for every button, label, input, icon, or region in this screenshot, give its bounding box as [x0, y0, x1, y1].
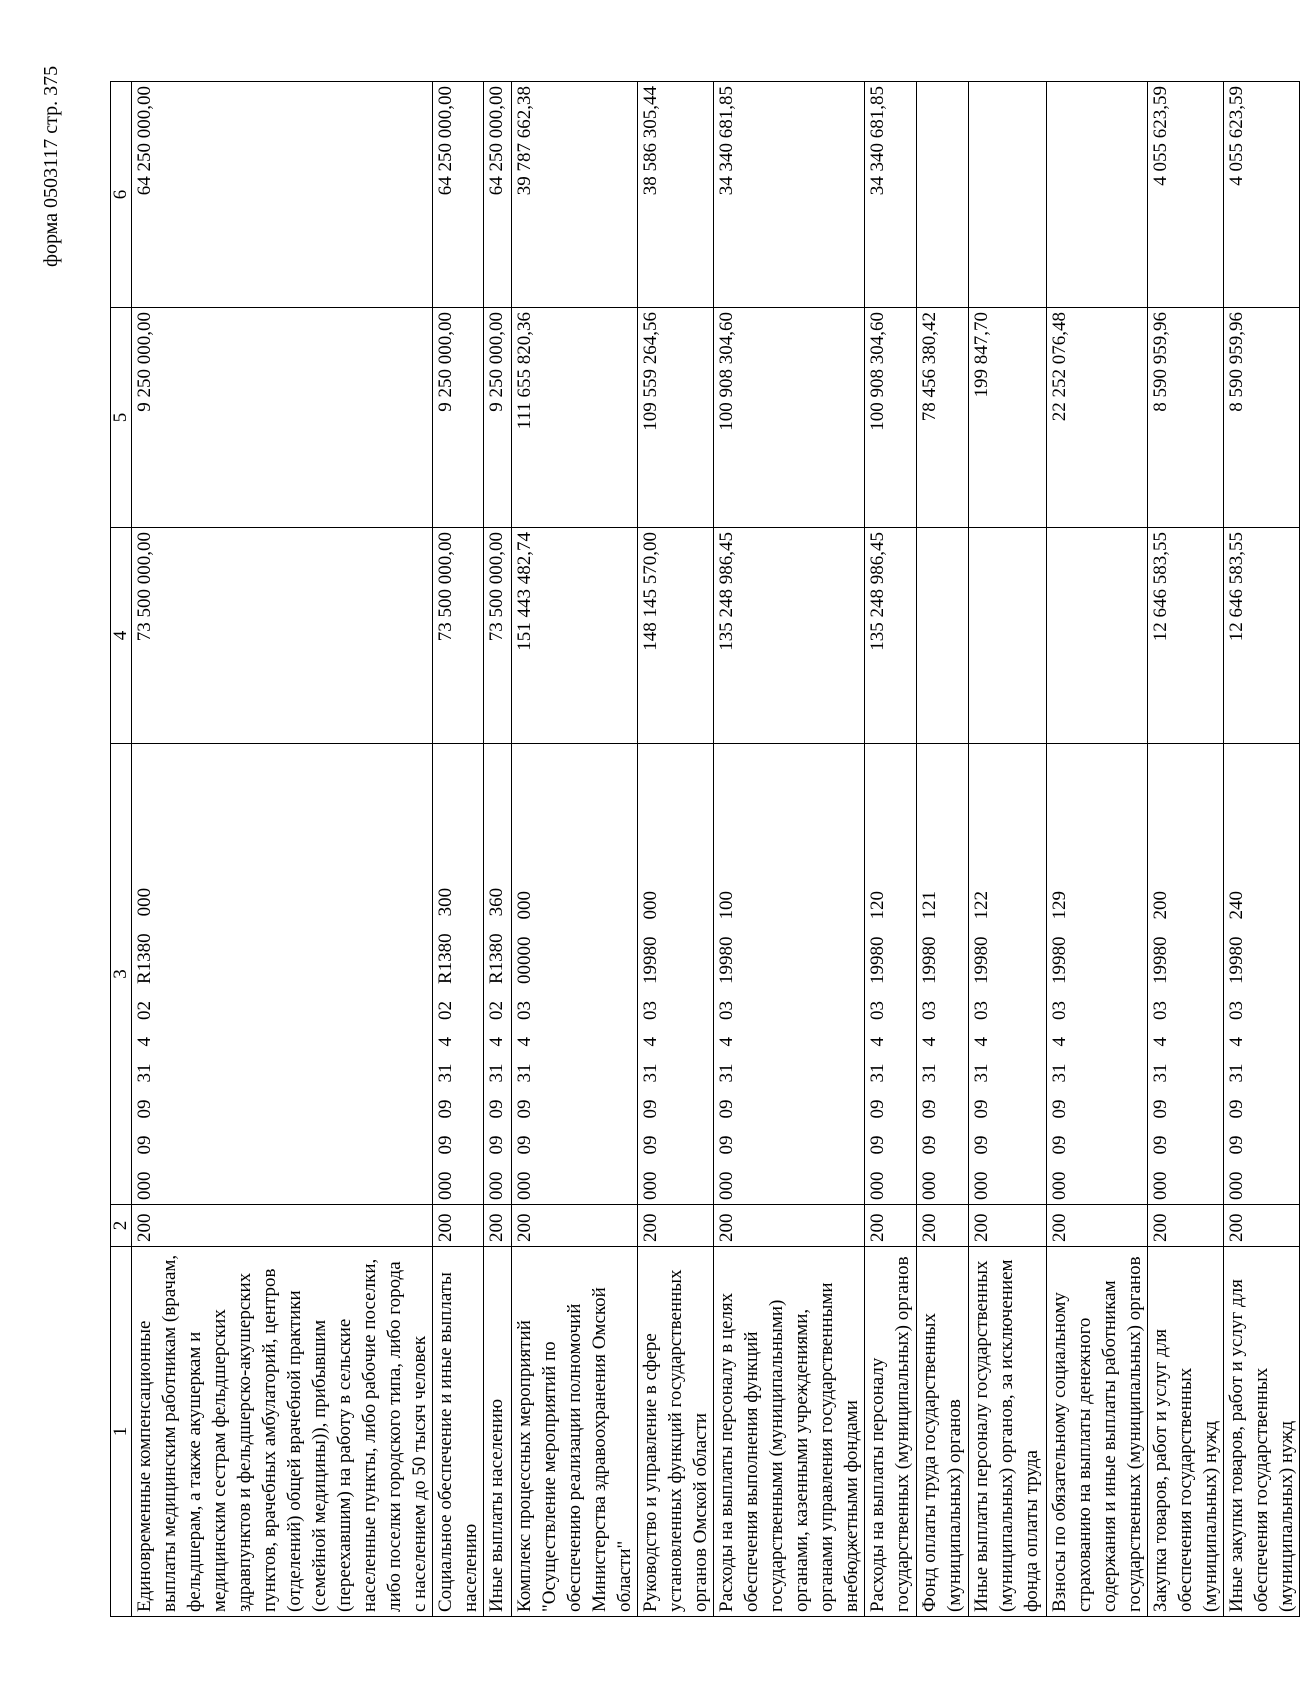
budget-code-segment: 4	[1150, 1037, 1171, 1047]
unexecuted-amount-cell: 4 055 623,59	[1148, 82, 1224, 308]
budget-code-segment: 09	[1049, 1099, 1070, 1119]
approved-amount-cell: 73 500 000,00	[433, 528, 484, 744]
budget-code-segment: 02	[435, 1001, 456, 1020]
budget-code-segment: R1380	[486, 933, 507, 984]
budget-code-cell	[865, 744, 917, 1205]
budget-code-segment: 09	[971, 1099, 992, 1119]
budget-code-segment: 000	[514, 891, 535, 920]
budget-execution-table	[110, 81, 1300, 1617]
budget-code-cell	[1047, 744, 1148, 1205]
budget-code-segment: 31	[134, 1063, 155, 1083]
budget-code-segment: 000	[435, 1171, 456, 1200]
budget-code-segment: 31	[514, 1063, 535, 1083]
budget-code-segment: 03	[1049, 1001, 1070, 1020]
line-code-cell: 200	[714, 1205, 865, 1247]
budget-code-segment: 300	[435, 887, 456, 917]
budget-code-segment: 120	[867, 891, 888, 920]
budget-code-segment: 03	[1226, 1001, 1247, 1020]
budget-code-segment: 19980	[919, 936, 940, 984]
expense-name-cell: Иные выплаты персоналу государственных (муниципальных) органов, за исключением фонда оплаты труда	[969, 1247, 1047, 1617]
expense-name-cell: Социальное обеспечение и иные выплаты населению	[433, 1247, 484, 1617]
budget-code-segment: 121	[919, 891, 940, 920]
budget-code-segment: 09	[971, 1135, 992, 1155]
approved-amount-cell: 151 443 482,74	[512, 528, 638, 744]
executed-amount-cell: 8 590 959,96	[1148, 308, 1224, 528]
budget-code-segment: 09	[435, 1135, 456, 1155]
budget-code-segment: 31	[435, 1063, 456, 1083]
budget-code-segment: 19980	[867, 936, 888, 984]
table-row	[484, 82, 512, 1617]
budget-code-segment: 19980	[1150, 936, 1171, 984]
budget-code-segment: 100	[716, 891, 737, 920]
unexecuted-amount-cell: 64 250 000,00	[433, 82, 484, 308]
budget-code-segment: 09	[486, 1099, 507, 1119]
budget-code-cell	[512, 744, 638, 1205]
budget-code-segment: 09	[716, 1135, 737, 1155]
executed-amount-cell: 9 250 000,00	[484, 308, 512, 528]
budget-code-segment: 03	[971, 1001, 992, 1020]
header-cell-1: 1	[111, 1247, 132, 1617]
budget-code-cell	[433, 744, 484, 1205]
budget-code-segment: 000	[134, 1171, 155, 1200]
header-cell-3: 3	[111, 744, 132, 1205]
budget-code-segment: 4	[716, 1037, 737, 1047]
budget-code-segment: R1380	[134, 933, 155, 984]
budget-code-cell	[714, 744, 865, 1205]
expense-name-cell: Расходы на выплаты персоналу в целях обеспечения выполнения функций государственными (муниципальными) органами, казенными учреждениями, органами управления государственными внебюджетными фондами	[714, 1247, 865, 1617]
budget-code-segment: 4	[1226, 1037, 1247, 1047]
line-code-cell: 200	[1047, 1205, 1148, 1247]
header-cell-4: 4	[111, 528, 132, 744]
budget-code-segment: 000	[640, 1171, 661, 1200]
budget-code-segment: 09	[1226, 1099, 1247, 1119]
budget-code-segment: 4	[919, 1037, 940, 1047]
budget-code-segment: 31	[716, 1063, 737, 1083]
budget-code-segment: 03	[919, 1001, 940, 1020]
budget-code-segment: 000	[514, 1171, 535, 1200]
budget-code-segment: 31	[919, 1063, 940, 1083]
unexecuted-amount-cell: 38 586 305,44	[638, 82, 714, 308]
budget-code-segment: 09	[134, 1135, 155, 1155]
budget-code-segment: 09	[134, 1099, 155, 1119]
expense-name-cell: Расходы на выплаты персоналу государственных (муниципальных) органов	[865, 1247, 917, 1617]
expense-name-cell: Иные выплаты населению	[484, 1247, 512, 1617]
header-cell-5: 5	[111, 308, 132, 528]
budget-code-cell	[484, 744, 512, 1205]
line-code-cell: 200	[1148, 1205, 1224, 1247]
table-row	[865, 82, 917, 1617]
table-row	[433, 82, 484, 1617]
line-code-cell: 200	[638, 1205, 714, 1247]
budget-code-segment: 000	[486, 1171, 507, 1200]
budget-code-segment: 09	[919, 1099, 940, 1119]
executed-amount-cell: 22 252 076,48	[1047, 308, 1148, 528]
approved-amount-cell: 12 646 583,55	[1224, 528, 1300, 744]
table-row	[714, 82, 865, 1617]
budget-code-segment: 000	[640, 891, 661, 920]
budget-code-segment: 19980	[1226, 936, 1247, 984]
budget-code-segment: 09	[1226, 1135, 1247, 1155]
table-row	[1148, 82, 1224, 1617]
budget-code-segment: 360	[486, 887, 507, 917]
budget-code-segment: 240	[1226, 891, 1247, 920]
budget-code-segment: 000	[134, 887, 155, 917]
budget-code-segment: 09	[514, 1099, 535, 1119]
budget-code-segment: 000	[919, 1171, 940, 1200]
expense-name-cell: Комплекс процессных мероприятий "Осуществление мероприятий по обеспечению реализации полномочий Министерства здравоохранения Омской области"	[512, 1247, 638, 1617]
unexecuted-amount-cell	[917, 82, 969, 308]
table-body	[111, 82, 1300, 1617]
budget-code-cell	[132, 744, 433, 1205]
budget-code-segment: 4	[514, 1037, 535, 1047]
approved-amount-cell: 12 646 583,55	[1148, 528, 1224, 744]
budget-code-segment: 19980	[971, 936, 992, 984]
approved-amount-cell	[1047, 528, 1148, 744]
line-code-cell: 200	[132, 1205, 433, 1247]
expense-name-cell: Взносы по обязательному социальному страхованию на выплаты денежного содержания и иные выплаты работникам государственных (муниципальных) органов	[1047, 1247, 1148, 1617]
budget-code-segment: 02	[486, 1001, 507, 1020]
table-row	[638, 82, 714, 1617]
budget-code-segment: 09	[1049, 1135, 1070, 1155]
budget-code-segment: 03	[716, 1001, 737, 1020]
line-code-cell: 200	[865, 1205, 917, 1247]
budget-code-segment: 09	[867, 1099, 888, 1119]
budget-code-segment: 03	[514, 1001, 535, 1020]
unexecuted-amount-cell: 34 340 681,85	[714, 82, 865, 308]
unexecuted-amount-cell: 64 250 000,00	[484, 82, 512, 308]
approved-amount-cell: 135 248 986,45	[714, 528, 865, 744]
budget-code-segment: 4	[435, 1037, 456, 1047]
budget-code-segment: 31	[1150, 1063, 1171, 1083]
unexecuted-amount-cell	[969, 82, 1047, 308]
expense-name-cell: Руководство и управление в сфере установленных функций государственных органов Омской области	[638, 1247, 714, 1617]
unexecuted-amount-cell: 64 250 000,00	[132, 82, 433, 308]
budget-code-segment: 00000	[514, 936, 535, 984]
table-row	[917, 82, 969, 1617]
executed-amount-cell: 111 655 820,36	[512, 308, 638, 528]
budget-code-segment: 03	[640, 1001, 661, 1020]
budget-code-cell	[917, 744, 969, 1205]
form-number-note: форма 0503117 стр. 375	[40, 65, 62, 267]
budget-code-segment: 19980	[1049, 936, 1070, 984]
budget-code-segment: 4	[867, 1037, 888, 1047]
budget-code-segment: 19980	[640, 936, 661, 984]
budget-code-segment: 03	[867, 1001, 888, 1020]
budget-code-segment: 09	[867, 1135, 888, 1155]
executed-amount-cell: 78 456 380,42	[917, 308, 969, 528]
budget-code-segment: 000	[971, 1171, 992, 1200]
line-code-cell: 200	[512, 1205, 638, 1247]
budget-code-segment: 09	[919, 1135, 940, 1155]
budget-code-segment: 200	[1150, 891, 1171, 920]
executed-amount-cell: 100 908 304,60	[865, 308, 917, 528]
budget-code-segment: 09	[640, 1135, 661, 1155]
approved-amount-cell: 148 145 570,00	[638, 528, 714, 744]
line-code-cell: 200	[969, 1205, 1047, 1247]
budget-code-segment: 31	[1226, 1063, 1247, 1083]
table-row	[512, 82, 638, 1617]
budget-code-segment: 000	[1049, 1171, 1070, 1200]
unexecuted-amount-cell: 4 055 623,59	[1224, 82, 1300, 308]
budget-code-segment: 122	[971, 891, 992, 920]
approved-amount-cell: 135 248 986,45	[865, 528, 917, 744]
executed-amount-cell: 199 847,70	[969, 308, 1047, 528]
budget-code-segment: 4	[640, 1037, 661, 1047]
table-row	[969, 82, 1047, 1617]
budget-code-segment: 000	[716, 1171, 737, 1200]
budget-code-segment: 129	[1049, 891, 1070, 920]
budget-code-segment: 4	[486, 1037, 507, 1047]
executed-amount-cell: 9 250 000,00	[433, 308, 484, 528]
budget-code-segment: 02	[134, 1001, 155, 1020]
budget-code-segment: 19980	[716, 936, 737, 984]
executed-amount-cell: 109 559 264,56	[638, 308, 714, 528]
unexecuted-amount-cell: 39 787 662,38	[512, 82, 638, 308]
expense-name-cell: Закупка товаров, работ и услуг для обеспечения государственных (муниципальных) нужд	[1148, 1247, 1224, 1617]
budget-code-segment: 03	[1150, 1001, 1171, 1020]
approved-amount-cell	[917, 528, 969, 744]
line-code-cell: 200	[917, 1205, 969, 1247]
budget-code-cell	[638, 744, 714, 1205]
budget-code-segment: 31	[486, 1063, 507, 1083]
approved-amount-cell: 73 500 000,00	[132, 528, 433, 744]
budget-code-segment: 000	[1150, 1171, 1171, 1200]
unexecuted-amount-cell	[1047, 82, 1148, 308]
budget-code-cell	[969, 744, 1047, 1205]
budget-code-segment: 000	[1226, 1171, 1247, 1200]
expense-name-cell: Единовременные компенсационные выплаты медицинским работникам (врачам, фельдшерам, а также акушеркам и медицинским сестрам фельдшерских здравпунктов и фельдшерско-акушерских пунктов, врачебных амбулаторий, центров (отделений) общей врачебной практики (семейной медицины)), прибывшим (переехавшим) на работу в сельские населенные пункты, либо рабочие поселки, либо поселки городского типа, либо города с населением до 50 тысяч человек	[132, 1247, 433, 1617]
budget-code-segment: 09	[1150, 1099, 1171, 1119]
budget-code-segment: 4	[971, 1037, 992, 1047]
executed-amount-cell: 8 590 959,96	[1224, 308, 1300, 528]
budget-code-cell	[1148, 744, 1224, 1205]
budget-code-segment: 4	[1049, 1037, 1070, 1047]
unexecuted-amount-cell: 34 340 681,85	[865, 82, 917, 308]
budget-code-segment: 09	[514, 1135, 535, 1155]
line-code-cell: 200	[484, 1205, 512, 1247]
executed-amount-cell: 9 250 000,00	[132, 308, 433, 528]
budget-code-segment: 31	[640, 1063, 661, 1083]
header-cell-6: 6	[111, 82, 132, 308]
header-cell-2: 2	[111, 1205, 132, 1247]
budget-code-segment: 4	[134, 1037, 155, 1047]
budget-code-segment: 31	[867, 1063, 888, 1083]
approved-amount-cell: 73 500 000,00	[484, 528, 512, 744]
budget-code-segment: 09	[716, 1099, 737, 1119]
budget-code-segment: 09	[435, 1099, 456, 1119]
table-row	[1224, 82, 1300, 1617]
approved-amount-cell	[969, 528, 1047, 744]
executed-amount-cell: 100 908 304,60	[714, 308, 865, 528]
line-code-cell: 200	[433, 1205, 484, 1247]
expense-name-cell: Иные закупки товаров, работ и услуг для обеспечения государственных (муниципальных) нужд	[1224, 1247, 1300, 1617]
line-code-cell: 200	[1224, 1205, 1300, 1247]
budget-code-segment: 09	[1150, 1135, 1171, 1155]
budget-code-segment: 09	[640, 1099, 661, 1119]
expense-name-cell: Фонд оплаты труда государственных (муниципальных) органов	[917, 1247, 969, 1617]
budget-code-segment: 09	[486, 1135, 507, 1155]
table-row	[1047, 82, 1148, 1617]
budget-code-segment: 31	[971, 1063, 992, 1083]
budget-code-segment: R1380	[435, 933, 456, 984]
header-row	[111, 82, 132, 1617]
table-row	[132, 82, 433, 1617]
budget-code-segment: 000	[867, 1171, 888, 1200]
budget-code-cell	[1224, 744, 1300, 1205]
budget-code-segment: 31	[1049, 1063, 1070, 1083]
